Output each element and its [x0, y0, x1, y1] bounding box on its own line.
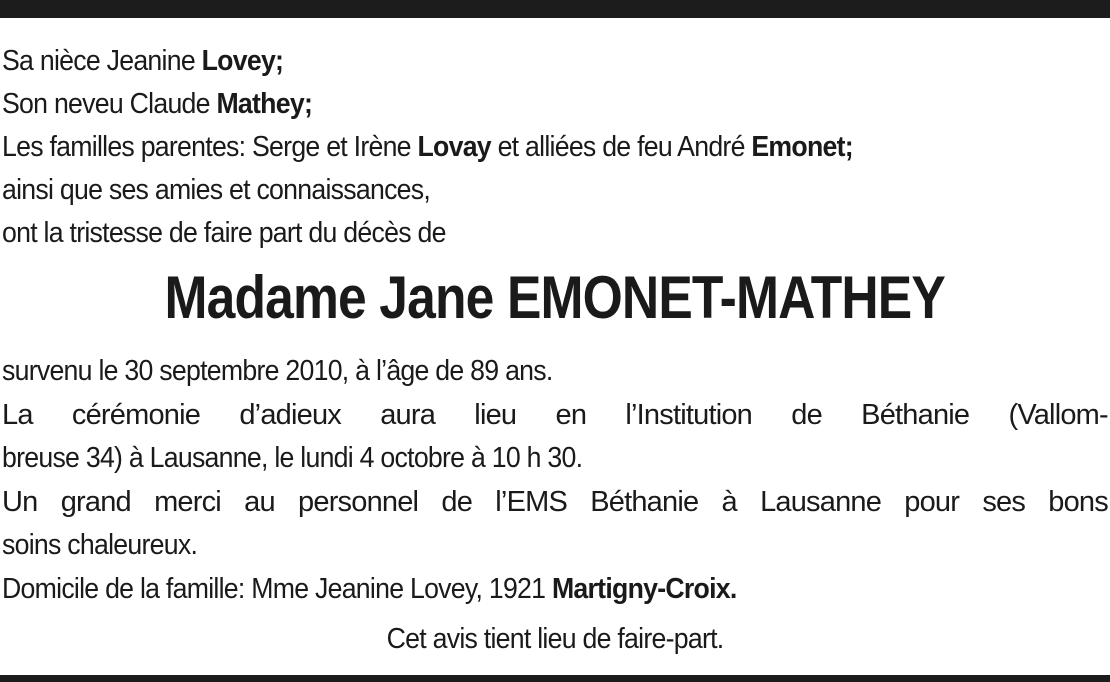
justified-word: de	[441, 485, 473, 518]
justified-word: grand	[60, 485, 131, 518]
justified-word: au	[244, 485, 275, 518]
justified-word: Béthanie	[861, 398, 970, 431]
justified-word: ses	[982, 485, 1026, 518]
intro-line-3-bold-1: Lovay	[417, 131, 491, 163]
justified-word: Lausanne	[760, 485, 882, 518]
justified-word: en	[555, 398, 587, 431]
body-line-ceremony-cont: breuse 34) à Lausanne, le lundi 4 octobre à 10 h 30.	[2, 442, 583, 474]
justified-word: l’Institution	[625, 398, 753, 431]
justified-word: à	[721, 485, 737, 518]
closing-note	[0, 618, 1110, 661]
intro-line-niece	[2, 40, 1020, 83]
justified-word: lieu	[474, 398, 517, 431]
bottom-border-rule	[0, 675, 1110, 682]
justified-word: cérémonie	[71, 398, 201, 431]
justified-word: La	[2, 398, 33, 431]
domicile-town: Martigny-Croix.	[551, 572, 737, 605]
justified-word: personnel	[298, 485, 419, 518]
intro-line-2-bold: Mathey;	[216, 88, 313, 120]
intro-line-friends: ainsi que ses amies et connaissances,	[2, 174, 431, 206]
justified-word: Béthanie	[590, 485, 699, 518]
justified-word: merci	[154, 485, 221, 518]
intro-line-3-text-b: et alliées de feu André	[490, 131, 752, 163]
body-line-thanks-cont: soins chaleureux.	[2, 529, 198, 561]
deceased-name-text: Madame Jane EMONET-MATHEY	[164, 264, 946, 331]
body-line-ceremony	[2, 394, 1108, 438]
intro-line-1-bold: Lovey;	[201, 45, 284, 77]
justified-word: bons	[1048, 485, 1108, 518]
top-border-rule	[0, 0, 1110, 18]
justified-word: de	[791, 398, 822, 431]
notice-intro	[2, 40, 1020, 255]
intro-line-3-bold-2: Emonet;	[751, 131, 853, 163]
intro-line-1-text: Sa nièce Jeanine	[2, 45, 202, 77]
intro-line-announcement: ont la tristesse de faire part du décès de	[2, 217, 446, 249]
notice-body	[2, 350, 1108, 611]
justified-word: pour	[904, 485, 960, 518]
body-line-thanks	[2, 481, 1108, 525]
justified-word: d’adieux	[239, 398, 341, 431]
domicile-text: Domicile de la famille: Mme Jeanine Lovey, 1921	[2, 572, 552, 605]
closing-note-text: Cet avis tient lieu de faire-part.	[386, 623, 724, 655]
deceased-name-heading	[0, 258, 1110, 338]
intro-line-families	[2, 126, 1020, 169]
justified-word: Un	[2, 485, 38, 518]
justified-word: (Vallom-	[1008, 398, 1108, 431]
intro-line-2-text: Son neveu Claude	[2, 88, 217, 120]
intro-line-nephew	[2, 83, 1020, 126]
justified-word: l’EMS	[495, 485, 568, 518]
intro-line-3-text-a: Les familles parentes: Serge et Irène	[2, 131, 418, 163]
body-line-date: survenu le 30 septembre 2010, à l’âge de 89 ans.	[2, 355, 553, 387]
body-line-domicile	[2, 568, 1020, 612]
justified-word: aura	[380, 398, 436, 431]
